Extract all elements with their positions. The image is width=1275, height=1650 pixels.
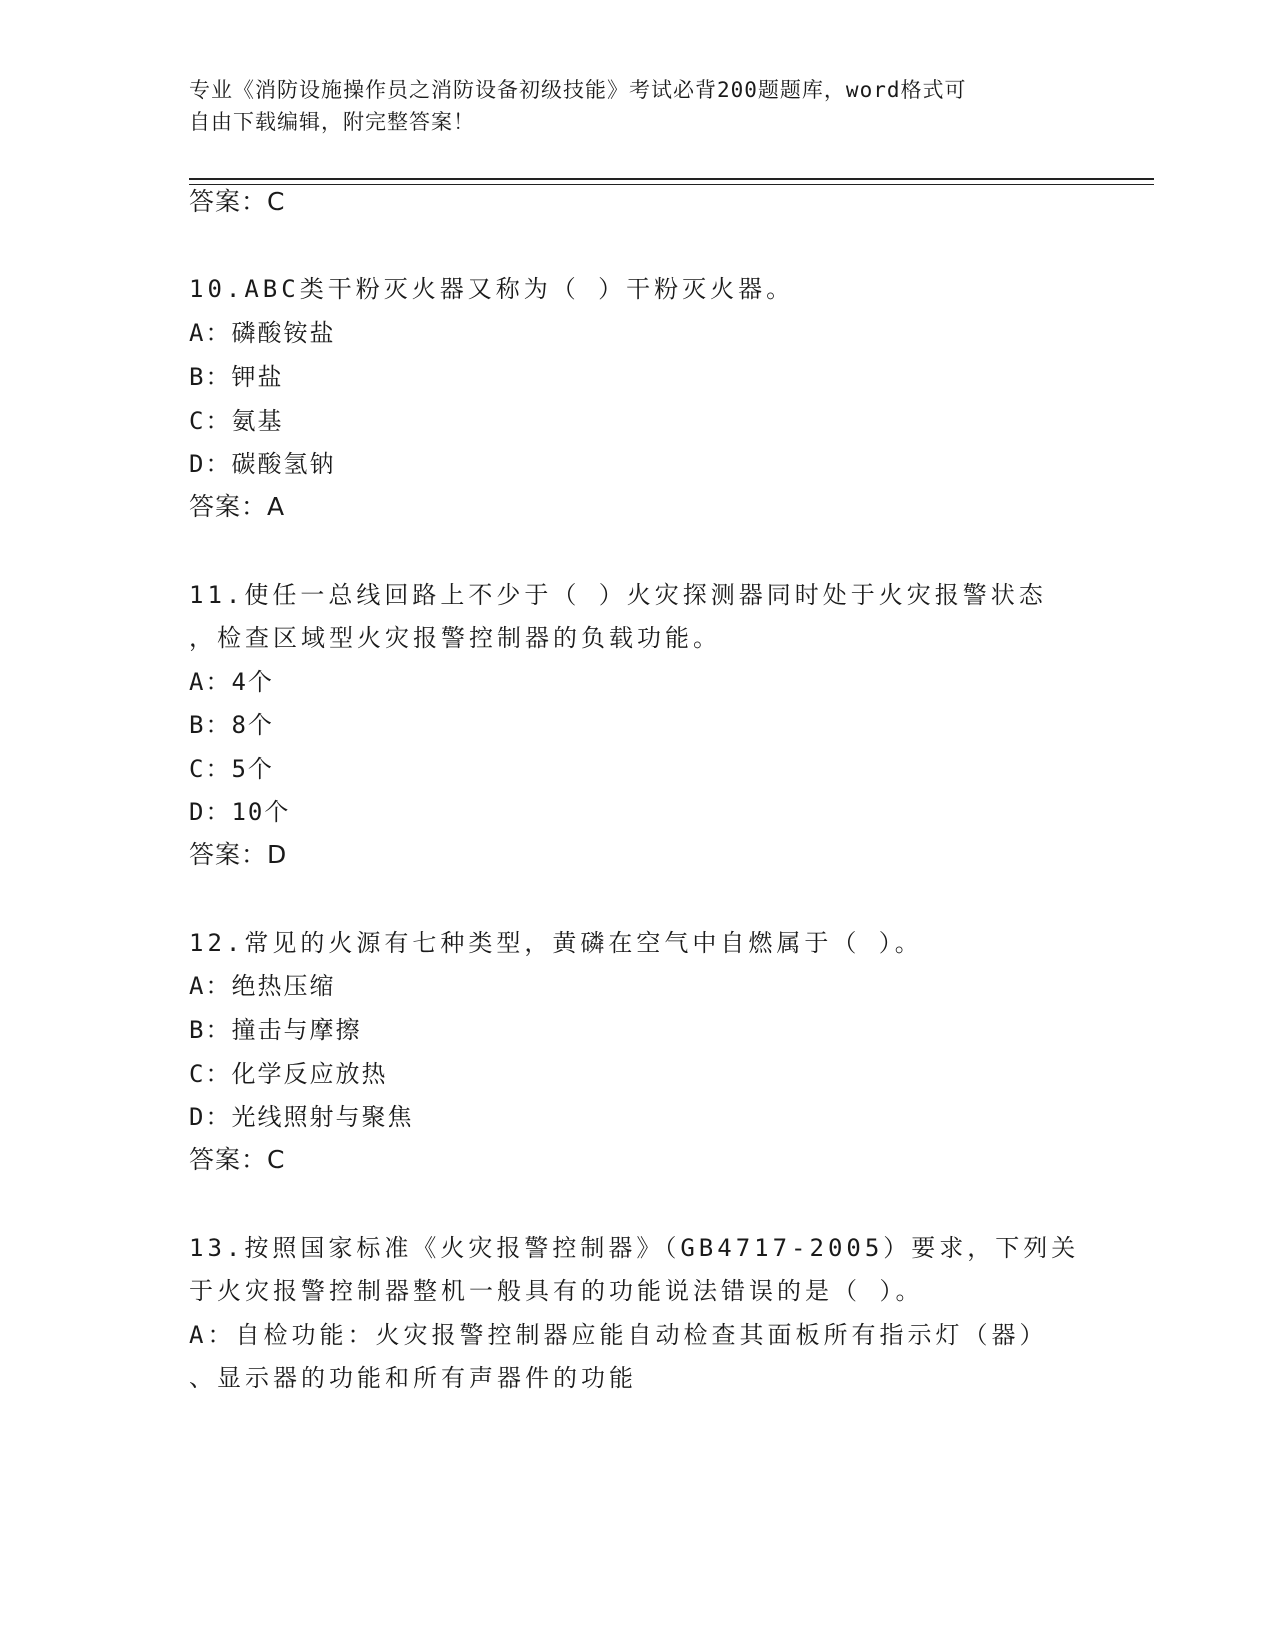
- question-stem-continued: 于火灾报警控制器整机一般具有的功能说法错误的是（ ）。: [189, 1277, 924, 1305]
- question-stem: 10.ABC类干粉灭火器又称为（ ）干粉灭火器。: [189, 275, 795, 303]
- option-a-continued: 、显示器的功能和所有声器件的功能: [189, 1364, 637, 1392]
- option-a: A：磷酸铵盐: [189, 319, 336, 347]
- answer-line: 答案：C: [189, 187, 286, 216]
- question-stem-continued: ，检查区域型火灾报警控制器的负载功能。: [189, 624, 721, 652]
- header-line-1: 专业《消防设施操作员之消防设备初级技能》考试必背200题题库，word格式可: [189, 78, 967, 102]
- answer-line: 答案：D: [189, 840, 288, 869]
- question-stem: 12.常见的火源有七种类型，黄磷在空气中自燃属于（ ）。: [189, 929, 923, 957]
- answer-line: 答案：C: [189, 1145, 286, 1174]
- question-stem: 11.使任一总线回路上不少于（ ）火灾探测器同时处于火灾报警状态: [189, 581, 1047, 609]
- option-c: C：氨基: [189, 407, 284, 435]
- option-d: D：10个: [189, 798, 291, 826]
- option-b: B：8个: [189, 711, 274, 739]
- option-b: B：钾盐: [189, 363, 284, 391]
- document-header: [189, 74, 1089, 138]
- header-line-2: 自由下载编辑，附完整答案！: [189, 110, 475, 134]
- option-a: A：4个: [189, 668, 274, 696]
- option-c: C：5个: [189, 755, 274, 783]
- option-c: C：化学反应放热: [189, 1060, 388, 1088]
- header-divider-thick: [189, 178, 1154, 180]
- option-a: A：自检功能：火灾报警控制器应能自动检查其面板所有指示灯（器）: [189, 1321, 1048, 1349]
- option-d: D：光线照射与聚焦: [189, 1103, 414, 1131]
- header-divider-thin: [189, 184, 1154, 185]
- answer-line: 答案：A: [189, 492, 286, 521]
- option-d: D：碳酸氢钠: [189, 450, 336, 478]
- option-b: B：撞击与摩擦: [189, 1016, 362, 1044]
- option-a: A：绝热压缩: [189, 972, 336, 1000]
- question-stem: 13.按照国家标准《火灾报警控制器》（GB4717-2005）要求，下列关: [189, 1234, 1080, 1262]
